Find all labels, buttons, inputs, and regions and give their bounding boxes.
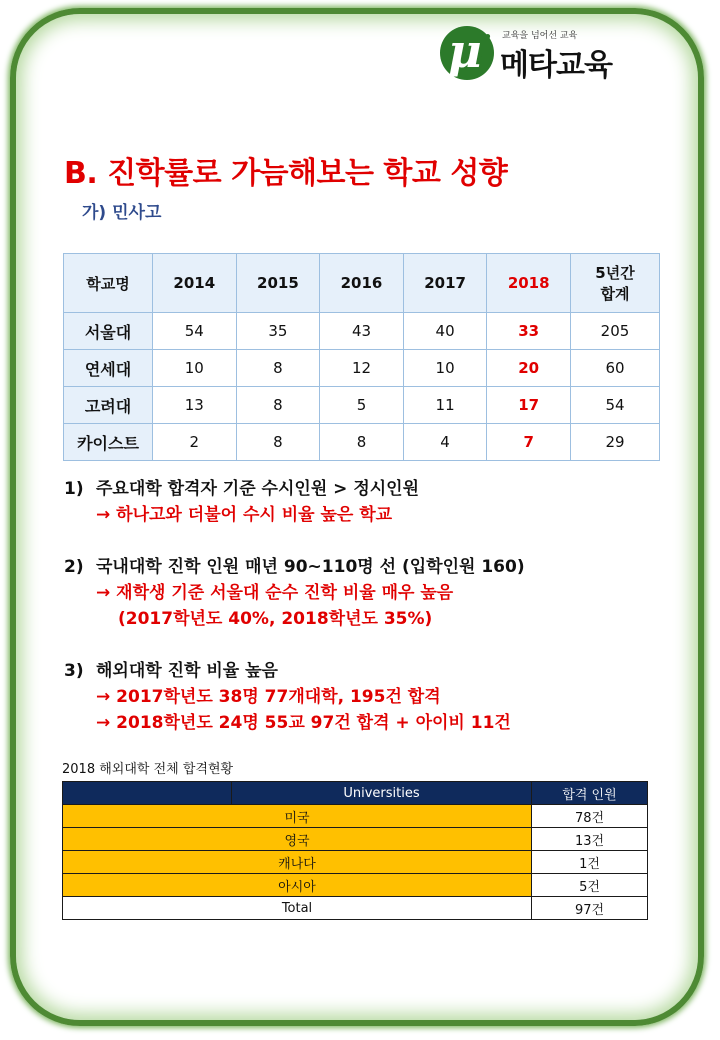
total-count: 97건 <box>532 897 648 920</box>
header-count: 합격 인원 <box>532 782 648 805</box>
cell-2018: 33 <box>487 313 571 350</box>
header-2016: 2016 <box>320 254 404 313</box>
note-3-sub-1: → 2017학년도 38명 77개대학, 195건 합격 <box>96 687 441 707</box>
region-count: 1건 <box>532 851 648 874</box>
row-school-name: 서울대 <box>64 313 153 350</box>
table-row <box>63 805 648 828</box>
header-universities: Universities <box>232 782 532 805</box>
table-row <box>64 424 660 461</box>
cell-2018: 20 <box>487 350 571 387</box>
note-2-sub-1: → 재학생 기준 서울대 순수 진학 비율 매우 높음 <box>96 583 454 603</box>
cell-total: 60 <box>571 350 660 387</box>
header-2014: 2014 <box>153 254 237 313</box>
page-title: B. 진학률로 가늠해보는 학교 성향 <box>64 156 508 191</box>
note-1 <box>64 474 419 499</box>
row-school-name: 연세대 <box>64 350 153 387</box>
note-3-sub-2: → 2018학년도 24명 55교 97건 합격 + 아이비 11건 <box>96 713 511 733</box>
total-label: Total <box>63 897 532 920</box>
header-total-line1: 5년간 <box>595 264 635 282</box>
region-count: 13건 <box>532 828 648 851</box>
cell-2015: 8 <box>236 350 320 387</box>
admissions-table <box>63 253 660 461</box>
header-school: 학교명 <box>64 254 153 313</box>
region-label: 아시아 <box>63 874 532 897</box>
cell-2015: 35 <box>236 313 320 350</box>
note-2 <box>64 552 525 577</box>
cell-2014: 13 <box>153 387 237 424</box>
cell-2017: 11 <box>403 387 487 424</box>
note-number: 2) <box>64 557 84 577</box>
header-2015: 2015 <box>236 254 320 313</box>
admissions-header-row <box>64 254 660 313</box>
logo-mark: μ <box>448 24 482 78</box>
note-line: 주요대학 합격자 기준 수시인원 > 정시인원 <box>96 479 420 499</box>
note-number: 3) <box>64 661 84 681</box>
table-row <box>64 350 660 387</box>
total-row <box>63 897 648 920</box>
header-total-line2: 합계 <box>600 285 630 303</box>
cell-2016: 43 <box>320 313 404 350</box>
cell-2017: 10 <box>403 350 487 387</box>
row-school-name: 카이스트 <box>64 424 153 461</box>
table-row <box>63 851 648 874</box>
cell-2014: 2 <box>153 424 237 461</box>
overseas-table <box>62 781 648 920</box>
note-3 <box>64 656 278 681</box>
header-2017: 2017 <box>403 254 487 313</box>
cell-2015: 8 <box>236 387 320 424</box>
cell-2016: 12 <box>320 350 404 387</box>
note-line: 국내대학 진학 인원 매년 90~110명 선 (입학인원 160) <box>96 557 525 577</box>
cell-2016: 5 <box>320 387 404 424</box>
cell-2016: 8 <box>320 424 404 461</box>
region-count: 78건 <box>532 805 648 828</box>
cell-total: 205 <box>571 313 660 350</box>
note-2-sub-2: (2017학년도 40%, 2018학년도 35%) <box>118 609 433 629</box>
region-count: 5건 <box>532 874 648 897</box>
note-number: 1) <box>64 479 84 499</box>
cell-total: 54 <box>571 387 660 424</box>
table-row <box>64 313 660 350</box>
cell-2018: 7 <box>487 424 571 461</box>
cell-2017: 4 <box>403 424 487 461</box>
region-label: 영국 <box>63 828 532 851</box>
logo-tagline: 교육을 넘어선 교육 <box>502 31 578 41</box>
cell-2014: 10 <box>153 350 237 387</box>
region-label: 미국 <box>63 805 532 828</box>
cell-2018: 17 <box>487 387 571 424</box>
row-school-name: 고려대 <box>64 387 153 424</box>
overseas-table-title: 2018 해외대학 전체 합격현황 <box>62 762 234 777</box>
region-label: 캐나다 <box>63 851 532 874</box>
logo-name: 메타교육 <box>500 48 612 83</box>
overseas-header-row <box>63 782 648 805</box>
cell-total: 29 <box>571 424 660 461</box>
logo-mark-i: i <box>480 30 492 65</box>
table-row <box>63 828 648 851</box>
table-row <box>64 387 660 424</box>
logo <box>440 24 640 84</box>
table-row <box>63 874 648 897</box>
header-2018: 2018 <box>487 254 571 313</box>
cell-2015: 8 <box>236 424 320 461</box>
header-blank <box>63 782 232 805</box>
cell-2014: 54 <box>153 313 237 350</box>
note-line: 해외대학 진학 비율 높음 <box>96 661 278 681</box>
cell-2017: 40 <box>403 313 487 350</box>
note-1-sub-1: → 하나고와 더불어 수시 비율 높은 학교 <box>96 505 393 525</box>
header-total <box>571 254 660 313</box>
page-subtitle: 가) 민사고 <box>82 203 162 223</box>
